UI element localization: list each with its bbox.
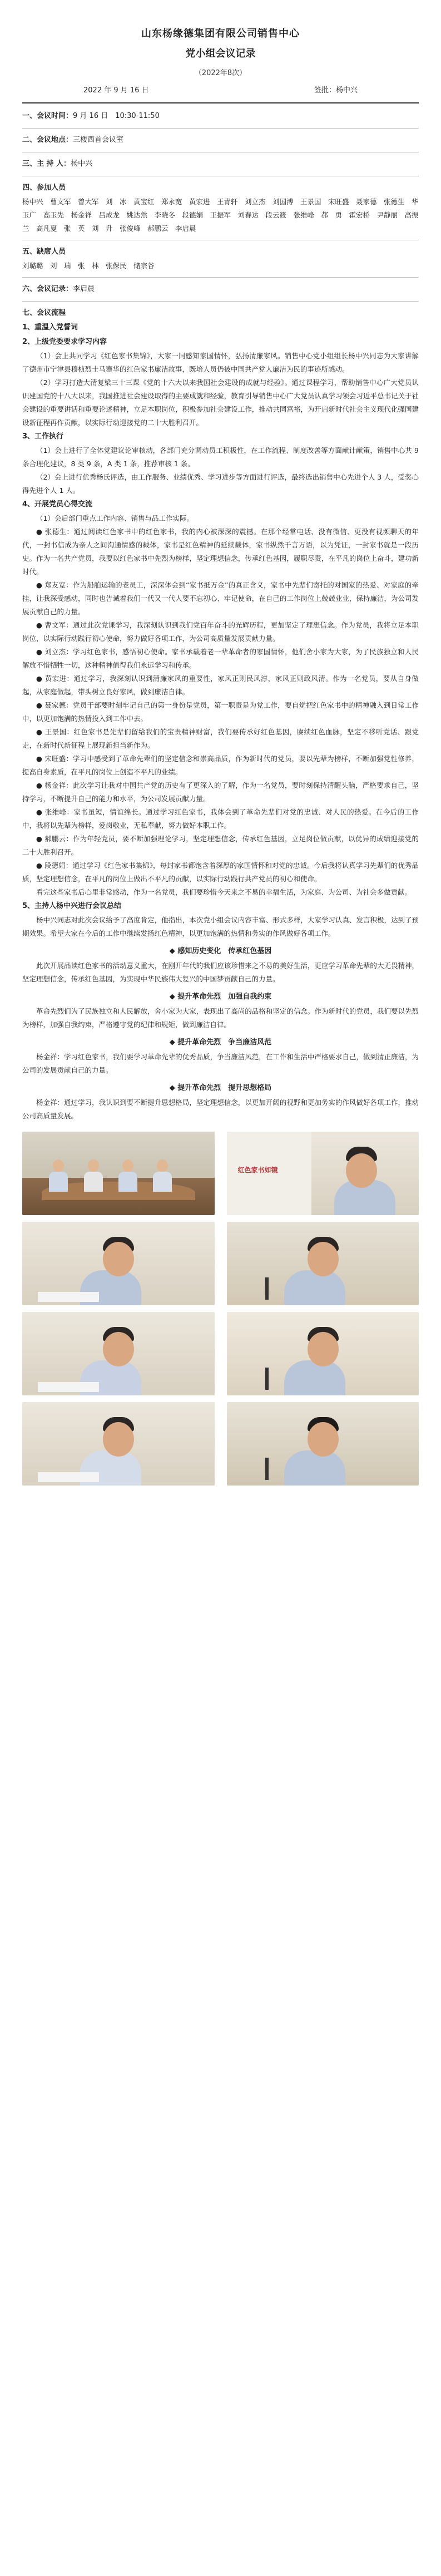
speech-paragraph: ● 郝鹏云：作为年轻党员，要不断加强理论学习，坚定理想信念，传承红色基因，立足岗位做贡献，以优异的成绩迎接党的二十大胜利召开。: [22, 835, 419, 856]
meeting-place-row: [22, 133, 419, 147]
absentees-heading: 五、缺席人员: [22, 248, 66, 256]
speech-paragraph: ● 张维峰：家书虽短，情谊绵长。通过学习红色家书，我体会到了革命先辈们对党的忠诚、对人民的热爱。在今后的工作中，我将以先辈为榜样，爱岗敬业，无私奉献，努力做好本职工作。: [22, 808, 419, 830]
host-label: 三、主 持 人：: [22, 160, 71, 168]
paragraph: （2）学习打造大清复梁三十三课《党的十六大以来我国社会建设的成就与经验》。通过课程学习，帮助销售中心广大党员认识建国党的十八大以来，我国推进社会建设取得的主要成就和经验，教育引导销售中心广大党员认真学习领会习近平总书记关于社会建设的重要讲话和重要论述精神，立足本职岗位，积极参加社会建设工作，推动共同富裕，为开启新时代社会主义现代化强国建设新征程再作贡献，以实际行动迎接党的二十大胜利召开。: [22, 378, 419, 427]
highlight-heading: ◆ 感知历史变化 传承红色基因: [169, 947, 272, 955]
divider: [22, 128, 419, 129]
paragraph: （2）会上进行优秀杨氏评选，由工作服务、业绩优秀、学习进步等方面进行评选，最终选出销售中心先进个人 3 人，受奖心得先进个人 1 人。: [22, 473, 419, 495]
speech-paragraph: ● 黄宏进：通过学习，我深刻认识到清廉家风的重要性，家风正则民风淳，家风正则政风清。作为一名党员，要从自身做起，从家庭做起，带头树立良好家风，做到廉洁自律。: [22, 674, 419, 696]
highlight-heading: ◆ 提升革命先烈 争当廉洁风范: [169, 1038, 272, 1047]
paragraph: 杨金祥：通过学习，我认识到要不断提升思想格局，坚定理想信念，以更加开阔的视野和更加务实的作风做好各项工作，推动公司高质量发展。: [22, 1098, 419, 1120]
process-heading: 七、会议流程: [22, 309, 66, 317]
divider: [22, 277, 419, 278]
meeting-time: 9 月 16 日 10:30-11:50: [73, 112, 160, 120]
meeting-time-label: 一、会议时间：: [22, 112, 73, 120]
speech-paragraph: ● 王景国：红色家书是先辈们留给我们的宝贵精神财富，我们要传承好红色基因，赓续红色血脉，坚定不移听党话、跟党走，在新时代新征程上展现新担当新作为。: [22, 728, 419, 749]
host-name: 杨中兴: [71, 160, 93, 168]
doc-number: （2022年8次）: [194, 69, 247, 77]
speaker-photo: [22, 1402, 215, 1486]
speaker-photo: [227, 1132, 419, 1215]
recorder-label: 六、会议记录：: [22, 285, 73, 293]
highlight-heading: ◆ 提升革命先烈 提升思想格局: [169, 1084, 272, 1092]
speech-paragraph: ● 曹文军：通过此次党课学习，我深刻认识到我们党百年奋斗的光辉历程，更加坚定了理想信念。作为党员，我将立足本职岗位，以实际行动践行初心使命，努力做好各项工作，为公司高质量发展贡献力量。: [22, 621, 419, 643]
speech-paragraph: ● 郑友宽：作为船舶运输的老员工，深深体会到“家书抵万金”的真正含义，家书中先辈们寄托的对国家的热爱、对家庭的牵挂，让我深受感动，同时也告诫着我们一代又一代人要不忘初心、牢记使命，在自己的工作岗位上兢兢业业，保持廉洁，为公司发展贡献自己的力量。: [22, 581, 419, 616]
speech-paragraph: ● 宋旺盛：学习中感受到了革命先辈们的坚定信念和崇高品质，作为新时代的党员，要以先辈为榜样，不断加强党性修养，提高自身素质，在平凡的岗位上创造不平凡的业绩。: [22, 754, 419, 776]
speech-paragraph: ● 聂家德：党员干部要时刻牢记自己的第一身份是党员，第一职责是为党工作，要自觉把红色家书中的精神融入到日常工作中，以更加饱满的热情投入到工作中去。: [22, 701, 419, 723]
title-block: [22, 26, 419, 77]
paragraph: （1）会上共同学习《红色家书集锦》，大家一同感知家国情怀，弘扬清廉家风。销售中心党小组组长杨中兴同志为大家讲解了德州市宁津县穆桢烈士马骞华的红色家书廉洁故事，既培人员仍被中国共产党人廉洁为民的事迹所感动。: [22, 352, 419, 373]
absentees-list: 刘璐璐 刘 瑞 张 林 张保民 储宗谷: [22, 261, 155, 270]
doc-title: 党小组会议记录: [185, 48, 256, 60]
divider: [22, 301, 419, 302]
highlight-heading: ◆ 提升革命先烈 加强自我约束: [169, 993, 272, 1001]
speaker-photo: [227, 1312, 419, 1395]
photo-banner-text: 红色家书如镜: [237, 1166, 278, 1174]
meeting-place: 三楼西首会议室: [73, 136, 124, 144]
paragraph: 杨金祥：学习红色家书，我们要学习革命先辈的优秀品质，争当廉洁风范，在工作和生活中严格要求自己，做到清正廉洁，为公司的发展贡献自己的力量。: [22, 1053, 419, 1074]
host-row: [22, 157, 419, 171]
step-exchange: 4、开展党员心得交流: [22, 500, 93, 509]
speech-paragraph: ● 段德娟：通过学习《红色家书集锦》，每封家书都饱含着深厚的家国情怀和对党的忠诚。今后我将认真学习先辈们的优秀品质，坚定理想信念，在平凡的岗位上做出不平凡的贡献，以实际行动践行共产党员的初心和使命。: [22, 861, 419, 883]
doc-date: 2022 年 9 月 16 日: [83, 86, 149, 95]
step-oath: 1、重温入党誓词: [22, 323, 78, 332]
speaker-photo: [227, 1402, 419, 1486]
speaker-photo: [22, 1312, 215, 1395]
photo-grid: [22, 1132, 419, 1486]
recorder-row: [22, 282, 419, 297]
speech-paragraph: ● 杨金祥：此次学习让我对中国共产党的历史有了更深入的了解，作为一名党员，要时刻保持清醒头脑，严格要求自己，坚持学习，不断提升自己的能力和水平，为公司发展贡献力量。: [22, 781, 419, 803]
signer-block: [314, 84, 358, 95]
meeting-time-row: [22, 109, 419, 124]
step-work: 3、工作执行: [22, 432, 64, 441]
paragraph: 革命先烈们为了民族独立和人民解放，舍小家为大家，表现出了高尚的品格和坚定的信念。作为新时代的党员，我们要以先烈为榜样，加强自我约束，严格遵守党的纪律和规矩，做到廉洁自律。: [22, 1007, 419, 1029]
paragraph: 此次开展品读红色家书的活动意义重大，在刚开年代的我们应该珍惜来之不易的美好生活，更应学习革命先辈的大无畏精神，坚定理想信念，传承红色基因，为实现中华民族伟大复兴的中国梦贡献自己的力量。: [22, 961, 419, 983]
attendees-heading: 四、参加人员: [22, 184, 66, 192]
header-rule: [22, 102, 419, 103]
signer-name: 杨中兴: [335, 86, 358, 95]
meta-line: [22, 77, 419, 99]
org-title: 山东杨缘德集团有限公司销售中心: [141, 28, 300, 40]
meeting-place-label: 二、会议地点：: [22, 136, 73, 144]
speech-paragraph: ● 张德生：通过阅读红色家书中的红色家书，我的内心被深深的震撼。在那个经常电话、没有微信、更没有视频聊天的年代，一封书信成为亲人之间沟通情感的载体，家书是红色精神的延续载体，家书纵然千言万语，以为凭证，一封家书就是一段历史。作为一名共产党员，我要以红色家书中先烈为榜样，坚定理想信念，传承红色基因，履职尽责，在平凡的岗位上奋斗，建功新时代。: [22, 527, 419, 576]
attendees-list: 杨中兴 曹文军 曾大军 刘 冰 黄宝红 郑永宽 黄宏进 王青轩 刘立杰 刘国溥 王景国 宋旺盛 聂家德 张德生 华玉广 高玉先 杨金祥 吕成龙 姚达然 李晓冬 段德娟 王振军 刘春达 段云筱 张维峰 郝 勇 霍宏桥 尹静丽 高振兰 高凡夏 张 英 刘 升 张俊峰 郝鹏云 李启晨: [22, 198, 419, 233]
meeting-photo: [22, 1132, 215, 1215]
step-summary: 5、主持人杨中兴进行会议总结: [22, 902, 122, 910]
speaker-photo: [22, 1222, 215, 1305]
speech-paragraph: ● 刘立杰：学习红色家书，感悟初心使命。家书承载着老一辈革命者的家国情怀，他们舍小家为大家，为了民族独立和人民解放不惜牺牲一切，这种精神值得我们永远学习和传承。: [22, 648, 419, 669]
step-study: 2、上级党委要求学习内容: [22, 338, 107, 346]
paragraph: 杨中兴同志对此次会议给予了高度肯定，他指出，本次党小组会议内容丰富、形式多样，大家学习认真、发言积极，达到了预期效果。希望大家在今后的工作中继续发扬红色精神，以更加饱满的热情和务实的作风做好各项工作。: [22, 916, 419, 937]
paragraph: （1）会上进行了全体党建议论审核动，各部门充分调动员工积极性，在工作流程、制度改善等方面献计献策，销售中心共 9 条合理化建议，8 类 9 条，A 类 1 条，推荐审核 1 条。: [22, 446, 419, 468]
speaker-photo: [227, 1222, 419, 1305]
signer-label: 签批：: [314, 86, 336, 95]
recorder-name: 李启晨: [73, 285, 95, 293]
paragraph: 看完这些家书后心里非常感动，作为一名党员，我们要珍惜今天来之不易的幸福生活，为家庭、为公司、为社会多做贡献。: [36, 888, 412, 896]
paragraph: （1）会后部门重点工作内容、销售与品工作实际。: [36, 514, 194, 522]
